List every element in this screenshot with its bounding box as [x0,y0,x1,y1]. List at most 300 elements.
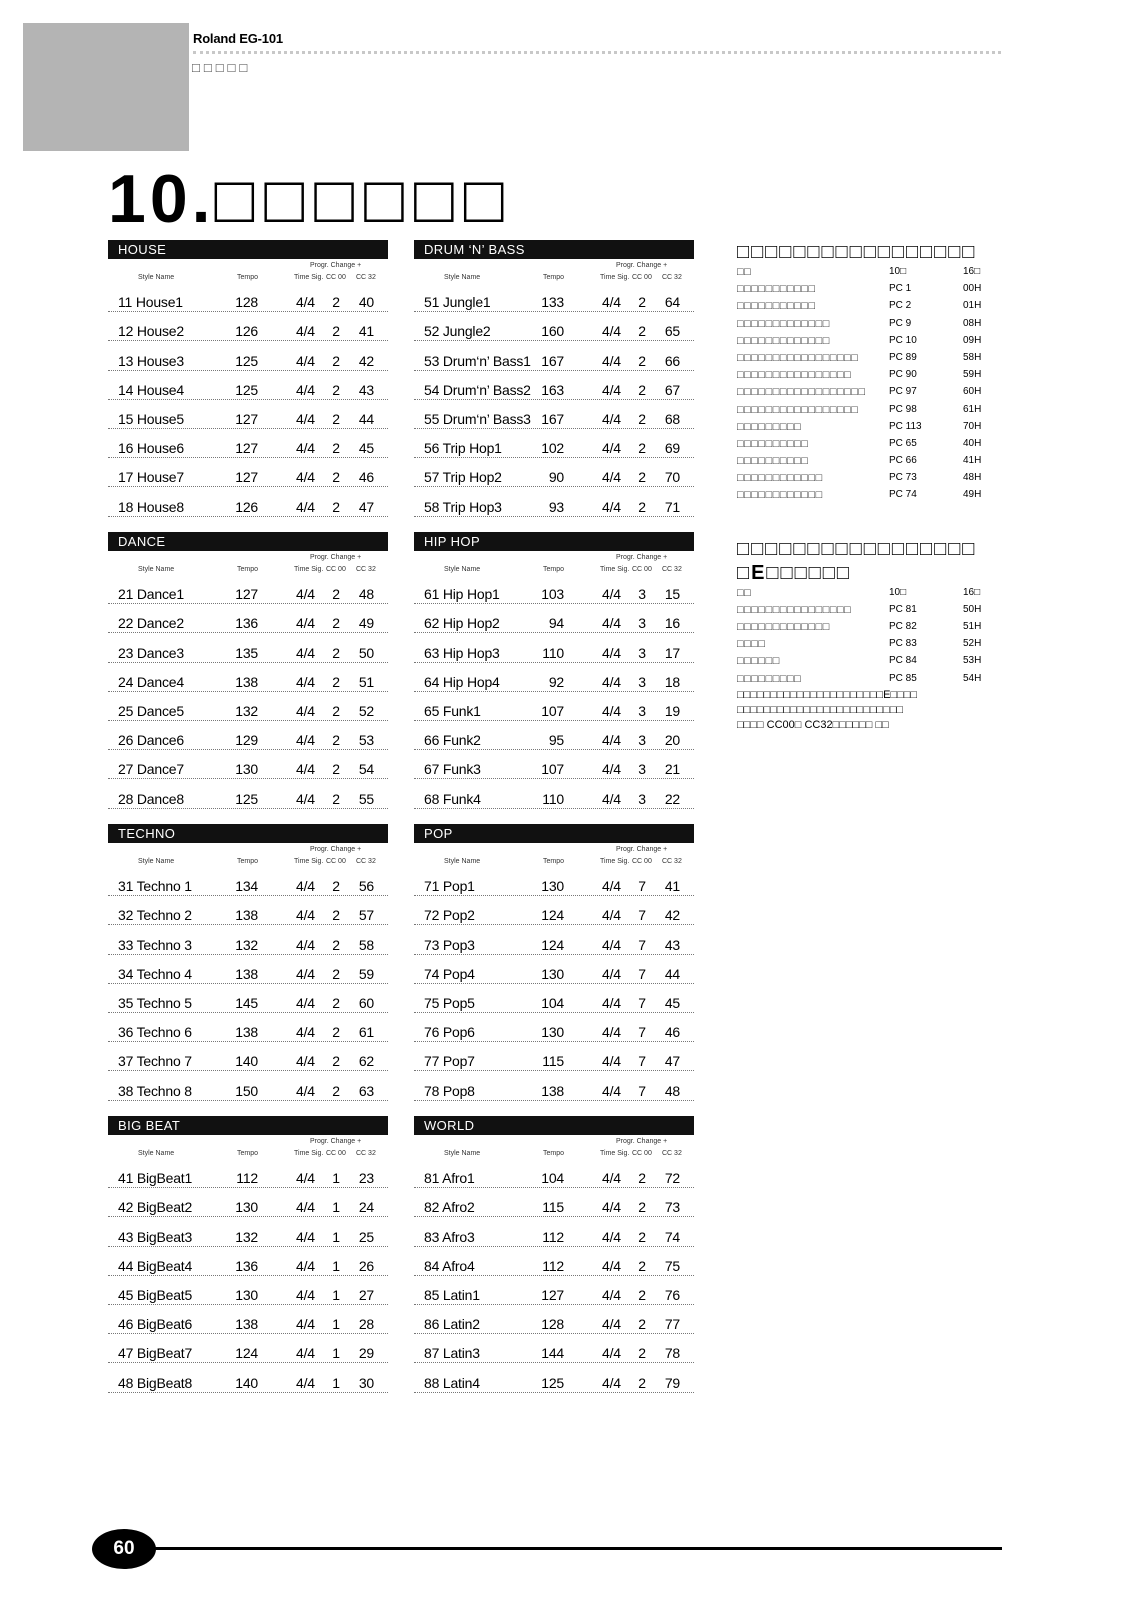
table-row [108,692,388,721]
section-title: HOUSE [108,240,388,259]
cc32-value: 18 [664,673,680,690]
cc32-value: 15 [664,586,680,603]
style-name: 86 Latin2 [424,1316,480,1333]
table-row [108,1276,388,1305]
table-row [108,779,388,808]
col-label-cc32: CC 32 [662,1150,682,1157]
program-decimal: PC 10 [889,334,917,346]
table-row [414,867,694,896]
style-name: 81 Afro1 [424,1170,475,1187]
time-signature: 4/4 [296,1374,315,1391]
col-label-time-sig: Time Sig. [294,858,324,865]
style-name: 52 Jungle2 [424,323,491,340]
section-title: DRUM ‘N’ BASS [414,240,694,259]
cc32-value: 57 [358,907,374,924]
panel1-header-dec: 10□ [889,266,907,277]
style-name: 74 Pop4 [424,965,475,982]
section-big-beat [108,1116,388,1393]
time-signature: 4/4 [602,294,621,311]
table-row [414,1013,694,1042]
table-row [108,1363,388,1392]
cc00-value: 1 [332,1257,340,1274]
table-row [108,1247,388,1276]
time-signature: 4/4 [296,907,315,924]
section-title: BIG BEAT [108,1116,388,1135]
table-row [108,867,388,896]
cc00-value: 7 [638,965,646,982]
col-label-style-name: Style Name [138,274,175,281]
time-signature: 4/4 [602,761,621,778]
col-label-progr-change: Progr. Change + [310,262,362,269]
cc00-value: 7 [638,907,646,924]
cc00-value: 1 [332,1345,340,1362]
program-hex: 48H [963,472,982,484]
style-name: 63 Hip Hop3 [424,644,500,661]
program-decimal: PC 98 [889,403,917,415]
program-row [737,316,1007,333]
program-name: □□□□□□□□□□□□ [737,472,823,485]
cc00-value: 3 [638,673,646,690]
time-signature: 4/4 [296,878,315,895]
style-name: 66 Funk2 [424,732,481,749]
cc00-value: 2 [638,498,646,515]
section-house [108,240,388,517]
cc32-value: 74 [664,1228,680,1245]
time-signature: 4/4 [296,790,315,807]
cc00-value: 2 [332,294,340,311]
col-label-style-name: Style Name [444,858,481,865]
time-signature: 4/4 [296,410,315,427]
time-signature: 4/4 [296,469,315,486]
tempo-value: 127 [235,410,258,427]
panel2-header-hex: 16□ [963,586,981,598]
time-signature: 4/4 [602,1286,621,1303]
col-label-cc00: CC 00 [326,858,346,865]
panel1-header-name: □□ [737,266,752,278]
cc32-value: 68 [664,410,680,427]
style-name: 25 Dance5 [118,702,184,719]
time-signature: 4/4 [602,878,621,895]
style-name: 36 Techno 6 [118,1024,192,1041]
time-signature: 4/4 [296,1257,315,1274]
tempo-value: 110 [542,644,564,661]
section-title: TECHNO [108,824,388,843]
style-name: 64 Hip Hop4 [424,673,500,690]
table-row [108,458,388,487]
header-gray-block [23,23,189,151]
tempo-value: 126 [235,498,258,515]
tempo-value: 104 [541,1170,564,1187]
program-name: □□□□□□□□□□□□□□□□□□ [737,386,866,399]
cc32-value: 56 [358,878,374,895]
cc00-value: 2 [332,498,340,515]
col-label-progr-change: Progr. Change + [616,554,668,561]
cc00-value: 2 [332,790,340,807]
cc00-value: 3 [638,586,646,603]
table-row [108,1305,388,1334]
section-world [414,1116,694,1393]
cc00-value: 2 [638,1345,646,1362]
cc00-value: 1 [332,1170,340,1187]
style-name: 23 Dance3 [118,644,184,661]
cc32-value: 61 [358,1024,374,1041]
cc00-value: 2 [332,702,340,719]
program-row [737,671,1007,688]
cc00-value: 2 [332,732,340,749]
table-row [414,371,694,400]
section-title: HIP HOP [414,532,694,551]
cc32-value: 77 [664,1316,680,1333]
table-row [108,1013,388,1042]
program-name: □□□□□□□□□□□□□□□□ [737,603,852,616]
table-row [414,955,694,984]
program-hex: 41H [963,455,982,467]
column-headers [414,843,694,867]
tempo-value: 128 [541,1316,564,1333]
col-label-cc32: CC 32 [356,858,376,865]
cc00-value: 2 [332,410,340,427]
tempo-value: 138 [235,1024,258,1041]
cc32-value: 47 [664,1053,680,1070]
tempo-value: 102 [541,440,564,457]
cc32-value: 67 [664,381,680,398]
cc00-value: 2 [638,323,646,340]
cc32-value: 58 [358,936,374,953]
table-row [414,1276,694,1305]
tempo-value: 167 [541,410,564,427]
tempo-value: 124 [541,907,564,924]
program-decimal: PC 97 [889,386,917,398]
tempo-value: 124 [235,1345,258,1362]
col-label-progr-change: Progr. Change + [616,1138,668,1145]
tempo-value: 130 [235,1199,258,1216]
cc00-value: 2 [332,644,340,661]
time-signature: 4/4 [602,907,621,924]
time-signature: 4/4 [602,1082,621,1099]
style-name: 61 Hip Hop1 [424,586,500,603]
style-name: 58 Trip Hop3 [424,498,502,515]
col-label-time-sig: Time Sig. [294,274,324,281]
program-row [737,453,1007,470]
time-signature: 4/4 [602,352,621,369]
style-name: 27 Dance7 [118,761,184,778]
cc00-value: 2 [638,1228,646,1245]
program-decimal: PC 2 [889,300,912,312]
tempo-value: 132 [235,702,258,719]
program-name: □□□□□□□□□□□□□ [737,317,830,330]
tempo-value: 95 [548,732,564,749]
time-signature: 4/4 [602,732,621,749]
tempo-value: 93 [548,498,564,515]
cc00-value: 2 [332,586,340,603]
time-signature: 4/4 [602,469,621,486]
cc00-value: 2 [332,323,340,340]
col-label-time-sig: Time Sig. [600,858,630,865]
time-signature: 4/4 [602,1316,621,1333]
cc00-value: 3 [638,644,646,661]
tempo-value: 112 [236,1170,258,1187]
style-name: 24 Dance4 [118,673,184,690]
col-label-tempo: Tempo [543,566,565,573]
cc00-value: 1 [332,1286,340,1303]
col-label-cc00: CC 00 [632,858,652,865]
tempo-value: 127 [235,440,258,457]
time-signature: 4/4 [602,1199,621,1216]
time-signature: 4/4 [602,1257,621,1274]
cc00-value: 2 [332,381,340,398]
cc00-value: 7 [638,1024,646,1041]
panel1-header-hex: 16□ [963,266,981,277]
cc32-value: 79 [664,1374,680,1391]
column-headers [108,551,388,575]
table-row [414,1159,694,1188]
time-signature: 4/4 [296,440,315,457]
tempo-value: 92 [548,673,564,690]
panel2-header-name: □□ [737,586,752,599]
cc32-value: 24 [358,1199,374,1216]
time-signature: 4/4 [602,644,621,661]
col-label-cc00: CC 00 [326,1150,346,1157]
cc32-value: 75 [664,1257,680,1274]
panel2-header-dec: 10□ [889,586,907,598]
column-headers [414,259,694,283]
program-name: □□□□□□□□□ [737,672,802,685]
style-name: 26 Dance6 [118,732,184,749]
tempo-value: 138 [235,1316,258,1333]
style-name: 85 Latin1 [424,1286,480,1303]
cc00-value: 3 [638,732,646,749]
cc00-value: 2 [638,410,646,427]
program-row [737,298,1007,315]
tempo-value: 167 [541,352,564,369]
table-row [108,371,388,400]
time-signature: 4/4 [602,936,621,953]
table-row [108,604,388,633]
page-number: 60 [92,1529,156,1569]
style-name: 32 Techno 2 [118,907,192,924]
column-headers [108,1135,388,1159]
table-row [108,1188,388,1217]
tempo-value: 107 [541,702,564,719]
cc32-value: 43 [664,936,680,953]
col-label-cc32: CC 32 [662,566,682,573]
table-row [414,487,694,516]
program-name: □□□□□□□□□□ [737,437,809,450]
time-signature: 4/4 [296,1228,315,1245]
col-label-tempo: Tempo [543,274,565,281]
style-name: 82 Afro2 [424,1199,475,1216]
style-name: 71 Pop1 [424,878,475,895]
tempo-value: 130 [235,761,258,778]
program-row [737,281,1007,298]
style-name: 83 Afro3 [424,1228,475,1245]
table-row [414,750,694,779]
panel2-title-line1: □□□□□□□□□□□□□□□□□ [737,537,977,560]
table-row [414,1363,694,1392]
time-signature: 4/4 [296,732,315,749]
program-row [737,384,1007,401]
col-label-cc00: CC 00 [632,566,652,573]
col-label-cc00: CC 00 [326,274,346,281]
time-signature: 4/4 [602,1024,621,1041]
style-name: 51 Jungle1 [424,294,491,311]
tempo-value: 140 [235,1053,258,1070]
column-headers [414,551,694,575]
tempo-value: 130 [541,1024,564,1041]
program-hex: 09H [963,334,982,346]
cc32-value: 76 [664,1286,680,1303]
program-decimal: PC 9 [889,317,912,329]
table-row [414,283,694,312]
time-signature: 4/4 [602,586,621,603]
cc32-value: 49 [358,615,374,632]
cc32-value: 65 [664,323,680,340]
time-signature: 4/4 [296,352,315,369]
cc00-value: 2 [332,440,340,457]
chapter-number: 10. [108,161,215,237]
table-row [108,429,388,458]
style-name: 34 Techno 4 [118,965,192,982]
table-row [108,721,388,750]
time-signature: 4/4 [296,1286,315,1303]
program-name: □□□□□□□□□□□□□ [737,334,830,347]
cc00-value: 3 [638,761,646,778]
tempo-value: 104 [541,994,564,1011]
right-panel [737,240,1007,688]
tempo-value: 103 [541,586,564,603]
program-name: □□□□□□ [737,655,780,668]
style-name: 16 House6 [118,440,184,457]
table-row [108,575,388,604]
time-signature: 4/4 [296,1345,315,1362]
section-techno [108,824,388,1101]
style-name: 88 Latin4 [424,1374,480,1391]
table-row [108,341,388,370]
table-row [414,1305,694,1334]
col-label-style-name: Style Name [444,274,481,281]
tempo-value: 112 [542,1257,564,1274]
section-hip-hop [414,532,694,809]
cc32-value: 45 [358,440,374,457]
style-name: 47 BigBeat7 [118,1345,193,1362]
cc00-value: 7 [638,1082,646,1099]
time-signature: 4/4 [296,1053,315,1070]
footnote [737,688,1007,733]
program-row [737,602,1007,619]
style-name: 11 House1 [118,294,183,311]
table-row [108,925,388,954]
tempo-value: 112 [542,1228,564,1245]
table-row [414,1247,694,1276]
tempo-value: 127 [541,1286,564,1303]
cc32-value: 51 [358,673,374,690]
time-signature: 4/4 [602,323,621,340]
time-signature: 4/4 [296,294,315,311]
section-drum-n-bass [414,240,694,517]
style-name: 62 Hip Hop2 [424,615,500,632]
cc00-value: 2 [638,440,646,457]
col-label-tempo: Tempo [543,1150,565,1157]
cc32-value: 46 [664,1024,680,1041]
style-name: 42 BigBeat2 [118,1199,193,1216]
cc32-value: 48 [664,1082,680,1099]
cc00-value: 7 [638,878,646,895]
tempo-value: 150 [235,1082,258,1099]
cc32-value: 72 [664,1170,680,1187]
table-row [108,750,388,779]
style-name: 43 BigBeat3 [118,1228,193,1245]
program-decimal: PC 1 [889,283,912,295]
col-label-cc32: CC 32 [356,566,376,573]
col-label-cc32: CC 32 [356,1150,376,1157]
program-decimal: PC 66 [889,455,917,467]
style-name: 12 House2 [118,323,184,340]
program-row [737,619,1007,636]
section-title: POP [414,824,694,843]
cc32-value: 41 [664,878,680,895]
cc00-value: 2 [332,878,340,895]
col-label-cc00: CC 00 [632,1150,652,1157]
cc00-value: 2 [332,994,340,1011]
table-row [414,458,694,487]
table-row [414,1334,694,1363]
cc32-value: 44 [358,410,374,427]
style-name: 41 BigBeat1 [118,1170,193,1187]
col-label-cc32: CC 32 [662,274,682,281]
time-signature: 4/4 [296,965,315,982]
col-label-time-sig: Time Sig. [600,274,630,281]
time-signature: 4/4 [296,994,315,1011]
tempo-value: 126 [235,323,258,340]
footer-rule [100,1547,1002,1550]
time-signature: 4/4 [602,440,621,457]
style-name: 28 Dance8 [118,790,184,807]
table-row [414,1071,694,1100]
panel2-rows [737,602,1007,688]
tempo-value: 163 [541,381,564,398]
program-hex: 00H [963,283,982,295]
cc00-value: 2 [332,965,340,982]
cc32-value: 53 [358,732,374,749]
program-decimal: PC 85 [889,672,917,684]
program-decimal: PC 90 [889,369,917,381]
program-decimal: PC 74 [889,489,917,501]
cc00-value: 3 [638,615,646,632]
model-name: EG-101 [239,31,283,46]
section-dance [108,532,388,809]
cc00-value: 2 [638,1374,646,1391]
table-row [414,604,694,633]
col-label-time-sig: Time Sig. [294,1150,324,1157]
cc32-value: 62 [358,1053,374,1070]
cc00-value: 7 [638,936,646,953]
table-row [108,1071,388,1100]
table-row [414,663,694,692]
program-hex: 50H [963,603,982,615]
program-name: □□□□□□□□□□□□□□□□□ [737,351,859,364]
section-pop [414,824,694,1101]
time-signature: 4/4 [296,1082,315,1099]
cc00-value: 2 [638,1170,646,1187]
cc32-value: 25 [358,1228,374,1245]
cc32-value: 73 [664,1199,680,1216]
cc32-value: 19 [664,702,680,719]
program-row [737,436,1007,453]
footnote-line-3: □□□□ CC00□ CC32□□□□□□ □□ [737,719,889,731]
footnote-line-2: □□□□□□□□□□□□□□□□□□□□□□□□□ [737,704,904,716]
cc32-value: 45 [664,994,680,1011]
cc32-value: 21 [664,761,680,778]
